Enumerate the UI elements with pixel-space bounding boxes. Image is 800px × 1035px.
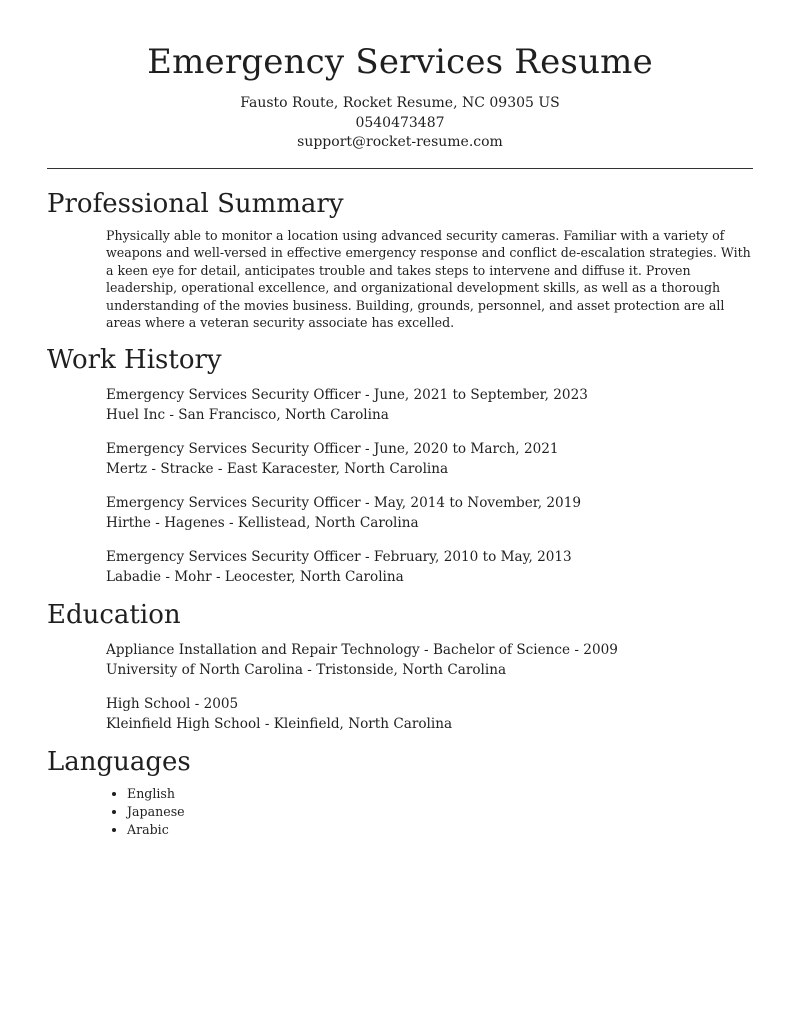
work-entry [106, 385, 753, 425]
language-item: • Japanese [127, 803, 753, 821]
work-entry [106, 547, 753, 587]
work-entry-employer: Mertz - Stracke - East Karacester, North Carolina [106, 461, 449, 478]
education-entry-degree: Appliance Installation and Repair Technology - Bachelor of Science - 2009 [106, 642, 618, 659]
header-divider [47, 168, 753, 169]
section-title-languages: Languages [47, 747, 191, 778]
work-entry-employer: Hirthe - Hagenes - Kellistead, North Carolina [106, 515, 419, 532]
work-entry-employer: Huel Inc - San Francisco, North Carolina [106, 407, 389, 424]
section-title-summary: Professional Summary [47, 188, 344, 219]
work-history-section [47, 343, 753, 587]
contact-email: support@rocket-resume.com [297, 134, 503, 150]
education-entry-school: University of North Carolina - Tristonside, North Carolina [106, 662, 507, 679]
education-entry [106, 694, 753, 734]
education-entry [106, 640, 753, 680]
professional-summary-section [47, 187, 753, 333]
language-item: • Arabic [127, 821, 753, 839]
work-entry [106, 493, 753, 533]
work-entry-title: Emergency Services Security Officer - February, 2010 to May, 2013 [106, 549, 572, 566]
work-entry-employer: Labadie - Mohr - Leocester, North Carolina [106, 569, 404, 586]
work-entry-title: Emergency Services Security Officer - June, 2020 to March, 2021 [106, 441, 559, 458]
education-section [47, 598, 753, 734]
languages-section [47, 745, 753, 838]
work-entry-title: Emergency Services Security Officer - May, 2014 to November, 2019 [106, 495, 581, 512]
languages-list [47, 785, 753, 838]
resume-title: Emergency Services Resume [147, 42, 653, 82]
work-entry [106, 439, 753, 479]
contact-phone: 0540473487 [355, 114, 445, 131]
contact-address: Fausto Route, Rocket Resume, NC 09305 US [240, 95, 560, 111]
work-entry-title: Emergency Services Security Officer - June, 2021 to September, 2023 [106, 387, 588, 404]
section-title-work-history: Work History [47, 345, 222, 376]
education-entry-degree: High School - 2005 [106, 696, 239, 713]
contact-info [47, 94, 753, 153]
summary-text: Physically able to monitor a location using advanced security cameras. Familiar with a variety of weapons and well-versed in effective emergency response and conflict de-escalation strategies. With a keen eye for detail, anticipates trouble and takes steps to intervene and diffuse it. Proven leadership, operational excellence, and organizational development skills, as well as a thorough understanding of the movies business. Building, grounds, personnel, and asset protection are all areas where a veteran security associate has excelled. [106, 227, 751, 331]
education-entry-school: Kleinfield High School - Kleinfield, North Carolina [106, 716, 453, 733]
section-title-education: Education [47, 600, 181, 631]
language-item: • English [127, 785, 753, 803]
